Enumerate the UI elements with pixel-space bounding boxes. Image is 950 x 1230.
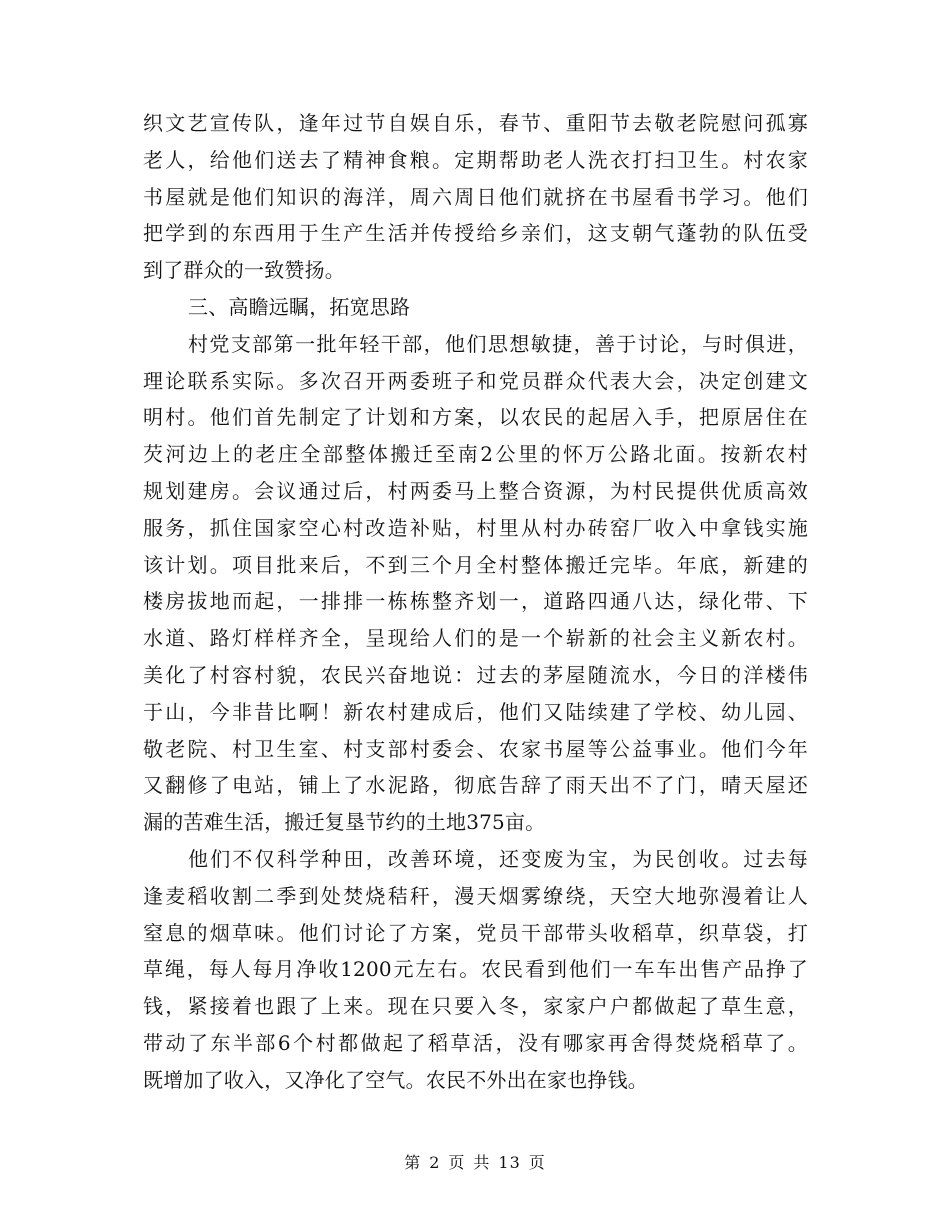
text-line: 钱，紧接着也跟了上来。现在只要入冬，家家户户都做起了草生意， [143,994,808,1019]
text-line: 明村。他们首先制定了计划和方案，以农民的起居入手，把原居住在 [143,405,808,430]
text-line: 理论联系实际。多次召开两委班子和党员群众代表大会，决定创建文 [143,368,808,393]
text-line: 芡河边上的老庄全部整体搬迁至南2公里的怀万公路北面。按新农村 [143,442,808,467]
text-line: 既增加了收入，又净化了空气。农民不外出在家也挣钱。 [143,1067,648,1092]
text-line: 楼房拔地而起，一排排一栋栋整齐划一，道路四通八达，绿化带、下 [143,589,808,614]
footer-total-unit: 页 [528,1153,546,1172]
text-line: 织文艺宣传队，逢年过节自娱自乐，春节、重阳节去敬老院慰问孤寡 [143,111,808,135]
document-body [143,105,808,1099]
text-line: 三、高瞻远瞩，拓宽思路 [188,294,411,319]
text-line: 于山，今非昔比啊！新农村建成后，他们又陆续建了学校、幼儿园、 [143,699,808,724]
footer-current-page: 2 [429,1153,441,1172]
text-line: 窒息的烟草味。他们讨论了方案，党员干部带头收稻草，织草袋，打 [143,920,808,945]
text-line: 敬老院、村卫生室、村支部村委会、农家书屋等公益事业。他们今年 [143,736,808,761]
text-line: 草绳，每人每月净收1200元左右。农民看到他们一车车出售产品挣了 [143,957,808,982]
text-line: 该计划。项目批来后，不到三个月全村整体搬迁完毕。年底，新建的 [143,552,808,577]
text-line: 逢麦稻收割二季到处焚烧秸秆，漫天烟雾缭绕，天空大地弥漫着让人 [143,883,808,908]
text-line: 漏的苦难生活，搬迁复垦节约的土地375亩。 [143,810,546,835]
text-line: 村党支部第一批年轻干部，他们思想敏捷，善于讨论，与时俱进， [188,331,808,356]
footer-total-label: 共 [473,1153,491,1172]
footer-page-unit: 页 [448,1153,466,1172]
text-line: 又翻修了电站，铺上了水泥路，彻底告辞了雨天出不了门，晴天屋还 [143,773,808,798]
text-line: 规划建房。会议通过后，村两委马上整合资源，为村民提供优质高效 [143,478,808,503]
text-line: 书屋就是他们知识的海洋，周六周日他们就挤在书屋看书学习。他们 [143,184,808,209]
text-line: 美化了村容村貌，农民兴奋地说：过去的茅屋随流水，今日的洋楼伟 [143,662,808,687]
text-line: 到了群众的一致赞扬。 [143,258,345,283]
footer-page-label: 第 [404,1153,422,1172]
text-line: 服务，抓住国家空心村改造补贴，村里从村办砖窑厂收入中拿钱实施 [143,515,808,540]
page-footer [0,1152,950,1174]
text-line: 老人，给他们送去了精神食粮。定期帮助老人洗衣打扫卫生。村农家 [143,147,808,172]
text-line: 他们不仅科学种田，改善环境，还变废为宝，为民创收。过去每 [188,846,808,871]
text-line: 带动了东半部6个村都做起了稻草活，没有哪家再舍得焚烧稻草了。 [143,1030,808,1055]
text-line: 水道、路灯样样齐全，呈现给人们的是一个崭新的社会主义新农村。 [143,626,808,651]
footer-total-pages: 13 [498,1153,521,1172]
text-line: 把学到的东西用于生产生活并传授给乡亲们，这支朝气蓬勃的队伍受 [143,221,808,246]
